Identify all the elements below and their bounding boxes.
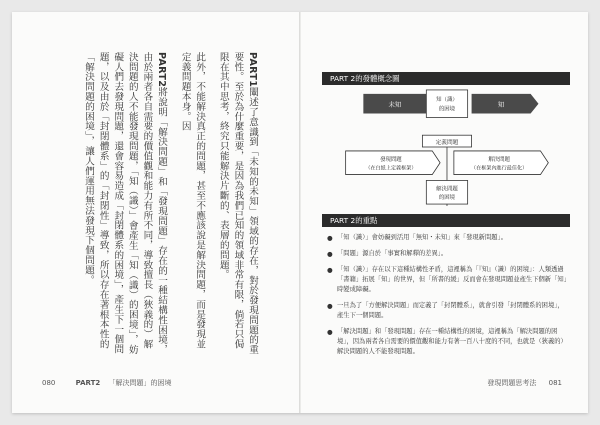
left-page-body [83, 52, 259, 357]
book-spread [12, 12, 588, 413]
paragraph-part1 [215, 52, 259, 357]
bullet-icon: ● [327, 328, 333, 336]
paragraph-part2 [80, 52, 168, 357]
paragraph-text: 闡述了意識到「未知的未知」領域的存在，對於發現問題的重要性。至於為什麼重要，是因為我們已知的領域非常有限，倘若只侷限在其中思考，終究只能解決片斷的、表層的問題。 [217, 52, 258, 355]
list-item [327, 249, 567, 259]
bullet-icon: ● [327, 266, 333, 274]
points-list [327, 233, 567, 363]
concept-diagram [322, 86, 570, 208]
known-arrow [472, 94, 539, 114]
left-folio [42, 378, 171, 388]
left-folio-part: PART2 [75, 379, 101, 387]
discover-label-1: 發現問題 [380, 156, 402, 163]
lead-part1: PART1 [247, 52, 258, 88]
right-folio-title: 發現問題思考法 [487, 379, 537, 387]
knowledge-dilemma-box [426, 90, 467, 118]
bullet-icon: ● [327, 250, 333, 258]
point-text: 「知（識）」會妨礙到活用「無知・未知」來「發現新問題」。 [337, 234, 508, 241]
lead-part2: PART2 [156, 52, 168, 88]
bullet-icon: ● [327, 234, 333, 242]
discover-label-2: （在白紙上定義框架） [365, 165, 417, 172]
list-item [327, 233, 567, 243]
paragraph-text: 此外，不能解決真正的問題，甚至不應該說是解決問題，而是發現並定義問題本身。因 [179, 52, 206, 349]
list-item [327, 301, 567, 321]
paragraph-text: 將說明「解決問題」和「發現問題」存在的一種結構性困境，由於兩者各自需要的價值觀和能力有所不同，導致擅長（狹義的）解決問題的人不能發現問題，「知（識）」會產生「知（識）的困境」，妨礙人們去發現問題，還會容易造成「封閉體系的困境」，產生下一個問題，以及由於「封閉體系」的「封閉性」導致，所以存在著根本性的「解決問題的困境」，讓人們運用無法發現下個問題。 [83, 52, 168, 355]
paragraph-middle [177, 52, 206, 357]
knowledge-dilemma-label-1: 知（識） [436, 96, 458, 103]
bullet-icon: ● [327, 302, 333, 310]
define-problem-label: 定義問題 [435, 140, 459, 147]
point-text: 「解決問題」和「發現問題」存在一種結構性的困境，這裡稱為「解決問題的困境」，因為兩者各自需要的價值觀和能力有著一百八十度的不同，也就是（狹義的）解決問題的人不能發現問題。 [337, 328, 567, 355]
known-label: 知 [497, 100, 505, 109]
solve-dilemma-label-2: 的困境 [438, 195, 456, 202]
solve-label-1: 解決問題 [488, 156, 510, 163]
right-page-number: 081 [548, 379, 562, 387]
unknown-label: 未知 [388, 100, 402, 109]
solve-label-2: （在框架內進行最佳化） [471, 165, 528, 172]
diagram-header: PART 2的發體概念圖 [322, 72, 570, 85]
list-item [327, 327, 567, 357]
points-header: PART 2的重點 [322, 214, 570, 227]
left-folio-title: 「解決問題」的困境 [108, 379, 172, 387]
list-item [327, 265, 567, 295]
knowledge-dilemma-label-2: 的困境 [438, 106, 456, 113]
solve-dilemma-label-1: 解決問題 [436, 186, 458, 193]
right-folio [487, 378, 562, 388]
page-gutter [299, 12, 301, 413]
point-text: 「問題」源自於「事實和解釋的差異」。 [337, 250, 448, 257]
point-text: 「知（識）」存在以下這種結構性矛盾，這裡稱為「『知』（識）的困境」：人類透過「書籍」拓展「知」的世界，但「所書的緩」反而會在發現問題並產生下個新「知」時變成障礙。 [337, 266, 567, 293]
point-text: 一旦為了「方便解決問題」而定義了「封閉體系」，就會引發「封閉體系的困境」，產生下一個問題。 [337, 302, 564, 319]
left-page-number: 080 [42, 379, 56, 387]
